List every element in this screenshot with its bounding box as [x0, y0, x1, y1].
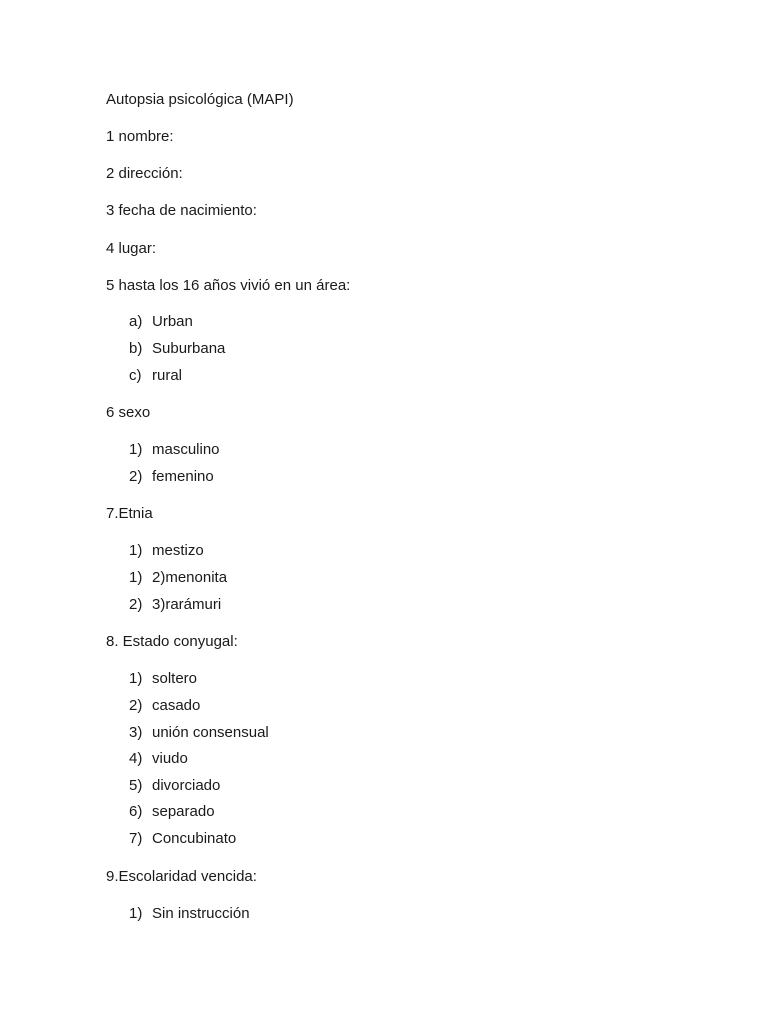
question-direccion: 2 dirección:: [106, 165, 183, 182]
question-nombre: 1 nombre:: [106, 128, 174, 145]
option-text: casado: [152, 697, 201, 714]
question-escolaridad: 9.Escolaridad vencida:: [106, 868, 257, 885]
list-marker: a): [129, 313, 143, 330]
list-marker: c): [129, 367, 142, 384]
list-marker: 5): [129, 777, 143, 794]
option-text: soltero: [152, 670, 198, 687]
list-marker: 4): [129, 750, 143, 767]
option-text: divorciado: [152, 777, 221, 794]
option-text: rural: [152, 367, 183, 384]
option-text: Sin instrucción: [152, 905, 250, 922]
document-title: Autopsia psicológica (MAPI): [106, 91, 294, 108]
option-text: 3)rarámuri: [152, 596, 222, 613]
option-text: Suburbana: [152, 340, 226, 357]
list-marker: 6): [129, 803, 143, 820]
question-sexo: 6 sexo: [106, 404, 151, 421]
option-text: femenino: [152, 468, 214, 485]
list-marker: 1): [129, 441, 143, 458]
list-marker: 1): [129, 542, 143, 559]
option-text: 2)menonita: [152, 569, 228, 586]
list-marker: 2): [129, 468, 143, 485]
option-text: Concubinato: [152, 830, 237, 847]
option-text: separado: [152, 803, 215, 820]
list-marker: 1): [129, 670, 143, 687]
list-marker: b): [129, 340, 143, 357]
question-area: 5 hasta los 16 años vivió en un área:: [106, 277, 351, 294]
list-marker: 7): [129, 830, 143, 847]
list-marker: 2): [129, 596, 143, 613]
question-fecha-nacimiento: 3 fecha de nacimiento:: [106, 202, 257, 219]
question-estado-conyugal: 8. Estado conyugal:: [106, 633, 238, 650]
option-text: viudo: [152, 750, 188, 767]
option-text: masculino: [152, 441, 220, 458]
option-text: mestizo: [152, 542, 204, 559]
question-etnia: 7.Etnia: [106, 505, 153, 522]
list-marker: 1): [129, 569, 143, 586]
question-lugar: 4 lugar:: [106, 240, 157, 257]
option-text: Urban: [152, 313, 193, 330]
list-marker: 1): [129, 905, 143, 922]
list-marker: 3): [129, 724, 143, 741]
option-text: unión consensual: [152, 724, 269, 741]
list-marker: 2): [129, 697, 143, 714]
